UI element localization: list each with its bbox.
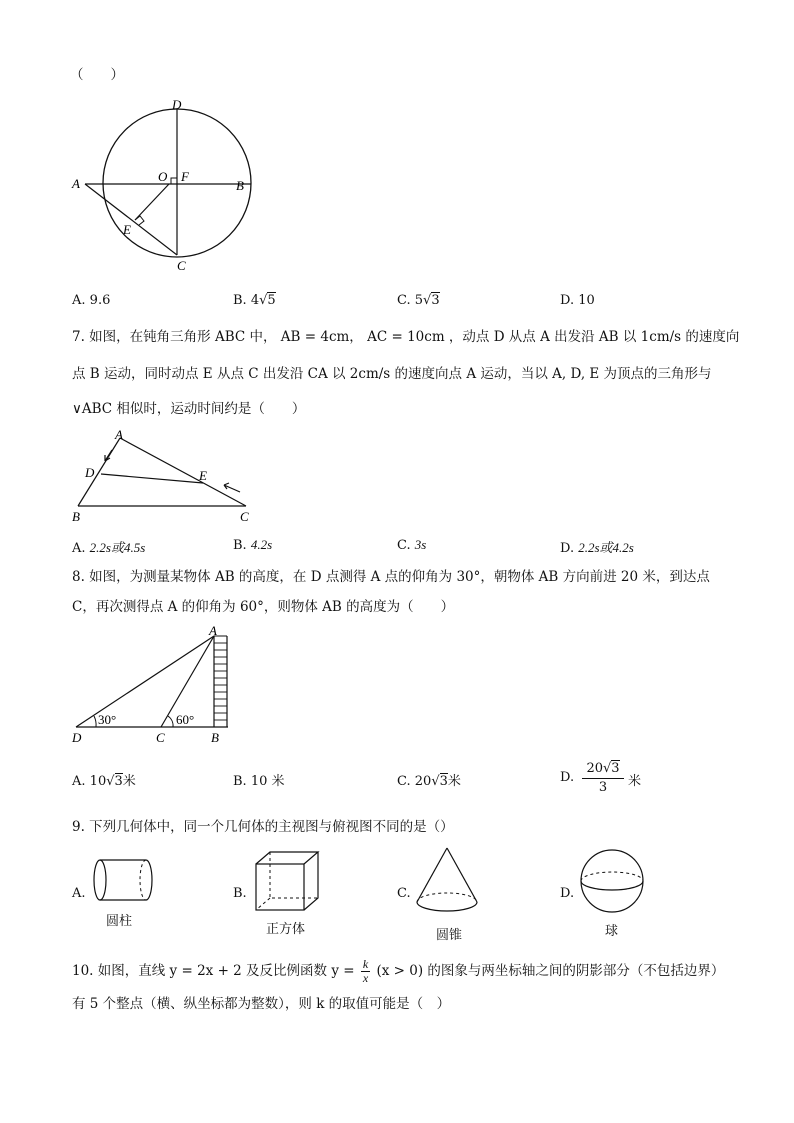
q8-option-d-letter: D. (560, 770, 575, 785)
q8-label-b: B (211, 730, 219, 745)
cone-base-front (417, 902, 477, 911)
q8-option-b[interactable] (233, 770, 285, 789)
q7-option-a-text: 2.2s或4.5s (89, 540, 146, 555)
q9-option-d-caption: 球 (605, 924, 619, 939)
q6-option-a-letter: A. (72, 293, 86, 308)
q6-label-a: A (72, 176, 80, 191)
sphere-equator-front (581, 881, 643, 890)
q8-angle-arc-60 (168, 716, 173, 727)
sphere-outline (581, 850, 643, 912)
q8-option-d-unit: 米 (628, 774, 642, 789)
q10-stem-line1-b: (x > 0) 的图象与两坐标轴之间的阴影部分（不包括边界） (376, 963, 725, 979)
q8-option-d-num-coef: 20 (586, 761, 603, 776)
q7-side-ac (120, 438, 246, 506)
q6-right-angle-f (171, 178, 177, 184)
q7-label-d: D (85, 465, 95, 480)
q9-cone-figure (412, 844, 482, 920)
q6-option-d-letter: D. (560, 293, 575, 308)
q7-stem-line1: 7. 如图，在钝角三角形 ABC 中， AB = 4cm， AC = 10cm ，动点 D 从点 A 出发沿 AB 以 1cm/s 的速度向 (72, 329, 740, 345)
q6-option-c[interactable] (397, 293, 440, 308)
q6-option-b-coef: 4 (250, 293, 260, 308)
q8-option-a[interactable] (72, 770, 136, 789)
cube-top-face (256, 852, 318, 864)
q6-label-e: E (123, 222, 131, 237)
q8-option-d-num-rad: 3 (611, 761, 620, 776)
cone-base-back (417, 893, 477, 902)
q10-stem-line1-a: 10. 如图，直线 y = 2x + 2 及反比例函数 y = (72, 963, 355, 979)
q7-option-c-text: 3s (414, 537, 427, 552)
q7-option-b-text: 4.2s (250, 537, 273, 552)
q9-option-b-letter[interactable]: B. (233, 886, 247, 901)
q7-arrow-d (105, 450, 112, 461)
q8-option-a-letter: A. (72, 774, 86, 789)
cylinder-right-face (146, 860, 152, 900)
q7-label-c: C (240, 509, 249, 524)
q8-height-figure (68, 622, 243, 746)
q8-ladder-object (214, 636, 227, 727)
q9-option-a-letter[interactable]: A. (72, 886, 86, 901)
sqrt-sign: √ (431, 774, 440, 789)
q8-option-c[interactable] (397, 770, 461, 789)
q7-triangle-figure (68, 428, 258, 524)
q7-stem-line2: 点 B 运动，同时动点 E 从点 C 出发沿 CA 以 2cm/s 的速度向点 A 运动，当以 A, D, E 为顶点的三角形与 (72, 366, 712, 382)
q8-option-a-coef: 10 (89, 774, 107, 789)
q7-option-d[interactable] (560, 537, 634, 556)
q7-option-a-letter: A. (72, 541, 86, 556)
q6-option-a[interactable] (72, 293, 110, 308)
sphere-equator-back (581, 872, 643, 881)
q10-fraction-denominator: x (362, 971, 369, 985)
cube-front-face (256, 864, 304, 910)
q8-option-c-coef: 20 (414, 774, 432, 789)
q6-option-c-rad: 3 (431, 293, 440, 308)
q6-segment-oe (135, 184, 169, 220)
q6-option-b[interactable] (233, 293, 276, 308)
q6-option-d-text: 10 (578, 293, 595, 308)
q10-stem-line2: 有 5 个整点（横、纵坐标都为整数），则 k 的取值可能是（ ） (72, 996, 451, 1012)
q8-option-a-rad: 3 (114, 774, 123, 789)
q7-arrow-e (224, 483, 240, 492)
cylinder-left-face (94, 860, 106, 900)
sqrt-sign: √ (259, 293, 268, 308)
sqrt-sign: √ (106, 774, 115, 789)
q6-label-c: C (177, 258, 186, 273)
q7-option-d-letter: D. (560, 541, 575, 556)
q6-label-f: F (181, 169, 189, 184)
sqrt-sign: √ (423, 293, 432, 308)
q9-cylinder-figure (88, 854, 160, 910)
q8-label-angle-30: 30° (98, 712, 117, 727)
q8-option-c-rad: 3 (439, 774, 448, 789)
q8-stem-line1: 8. 如图，为测量某物体 AB 的高度，在 D 点测得 A 点的仰角为 30°，朝物体 AB 方向前进 20 米，到达点 (72, 569, 710, 585)
q10-stem-line1 (72, 958, 724, 985)
q6-option-c-letter: C. (397, 293, 411, 308)
q7-option-b-letter: B. (233, 538, 247, 553)
q8-label-d: D (72, 730, 82, 745)
q10-fraction-numerator: k (362, 957, 369, 971)
q8-label-c: C (156, 730, 165, 745)
q9-sphere-figure (576, 846, 648, 916)
q8-label-a: A (209, 623, 217, 638)
q7-option-d-text: 2.2s或4.2s (578, 540, 634, 555)
q8-option-b-text: 10 米 (250, 774, 285, 789)
q6-option-c-coef: 5 (414, 293, 424, 308)
q8-option-d-numerator (582, 760, 624, 779)
q7-option-a[interactable] (72, 537, 145, 556)
q8-option-d-denominator: 3 (598, 780, 608, 795)
q7-option-b[interactable] (233, 537, 272, 553)
q8-stem-line2: C，再次测得点 A 的仰角为 60°，则物体 AB 的高度为（ ） (72, 599, 455, 615)
q9-option-b-caption: 正方体 (266, 922, 306, 937)
q6-option-a-text: 9.6 (89, 293, 111, 308)
q9-option-c-caption: 圆锥 (436, 928, 463, 943)
q7-option-c-letter: C. (397, 538, 411, 553)
q10-fraction (361, 958, 370, 985)
q7-stem-line3: ∨ABC 相似时，运动时间约是（ ） (72, 401, 306, 417)
q7-option-c[interactable] (397, 537, 426, 553)
q6-label-o: O (158, 169, 168, 184)
q9-option-c-letter[interactable]: C. (397, 886, 411, 901)
cube-right-face (304, 852, 318, 910)
q9-stem: 9. 下列几何体中，同一个几何体的主视图与俯视图不同的是（） (72, 819, 454, 835)
q9-cube-figure (252, 850, 324, 914)
cone-right-edge (447, 848, 477, 902)
q6-option-d[interactable] (560, 293, 595, 308)
q8-option-d-fraction (582, 760, 624, 797)
q6-label-d: D (172, 97, 182, 112)
q8-option-a-unit: 米 (122, 774, 136, 789)
q7-label-a: A (115, 428, 123, 442)
q9-option-d-letter[interactable]: D. (560, 886, 575, 901)
q6-chord-ac (85, 184, 177, 255)
q8-option-c-letter: C. (397, 774, 411, 789)
q6-option-b-letter: B. (233, 293, 247, 308)
sqrt-sign: √ (602, 761, 612, 776)
q7-label-e: E (199, 468, 207, 483)
q8-label-angle-60: 60° (176, 712, 195, 727)
q6-answer-paren: （ ） (70, 67, 124, 83)
cylinder-right-face-hidden (140, 860, 146, 900)
q9-option-a-caption: 圆柱 (106, 914, 133, 929)
q8-option-b-letter: B. (233, 774, 247, 789)
q8-angle-arc-30 (94, 716, 96, 727)
q7-segment-de (101, 474, 203, 483)
q6-option-b-rad: 5 (267, 293, 276, 308)
q6-circle-figure (60, 92, 260, 274)
q7-label-b: B (72, 509, 80, 524)
q6-label-b: B (236, 178, 244, 193)
q8-option-c-unit: 米 (447, 774, 461, 789)
